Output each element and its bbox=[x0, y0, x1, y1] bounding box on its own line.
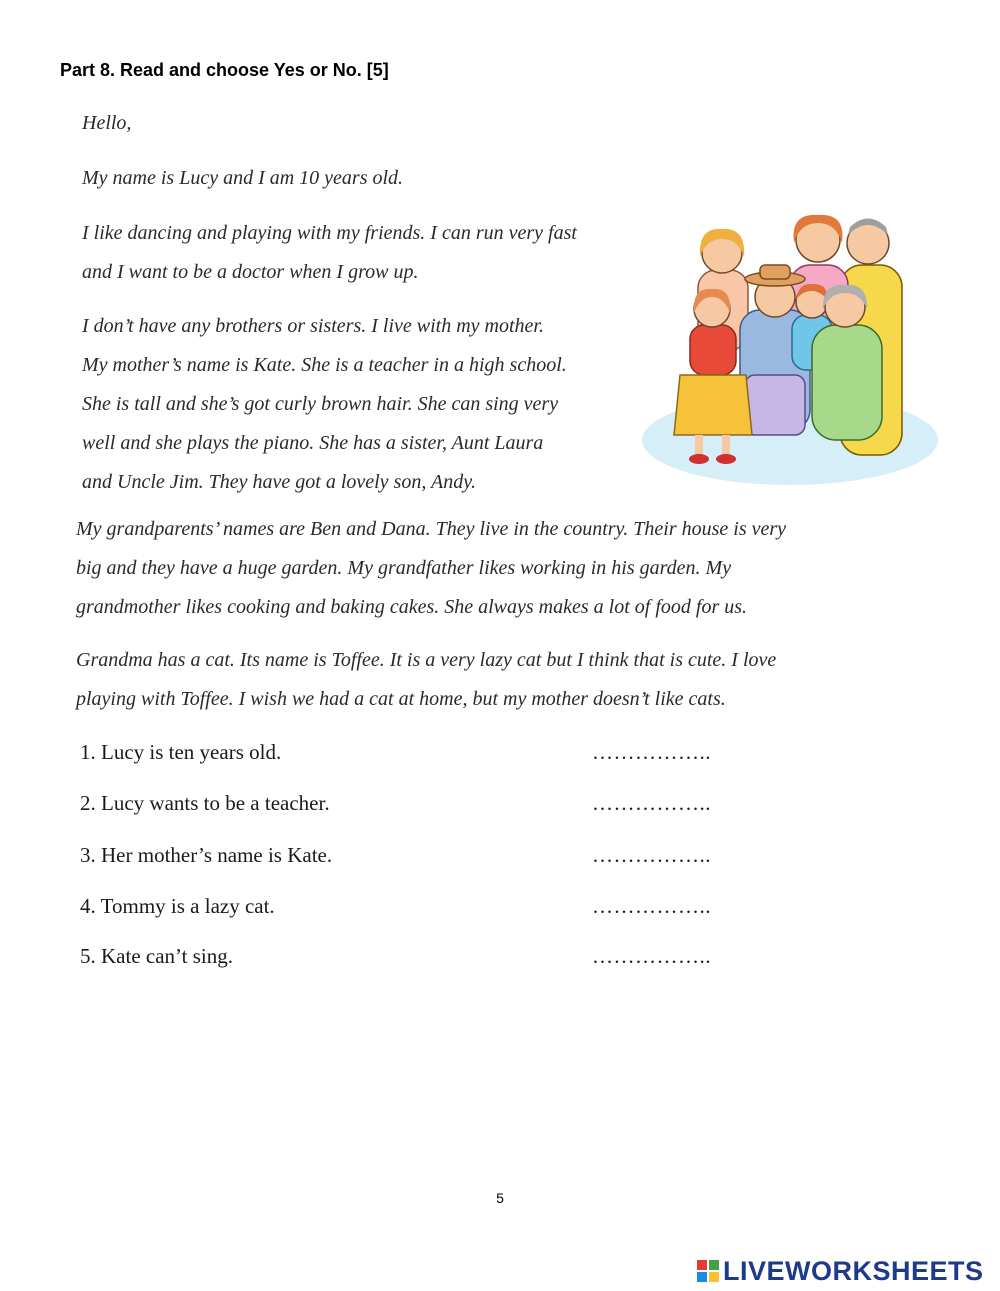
letter-line: She is tall and she’s got curly brown hair. She can sing very bbox=[82, 393, 559, 415]
logo-square bbox=[709, 1260, 719, 1270]
question-5-text: 5. Kate can’t sing. bbox=[80, 944, 233, 968]
letter-line: Grandma has a cat. Its name is Toffee. It is a very lazy cat but I think that is cute. I love bbox=[76, 649, 777, 671]
question-5-answer-field[interactable]: …………….. bbox=[592, 944, 711, 968]
logo-mark-icon bbox=[697, 1260, 719, 1282]
logo-square bbox=[697, 1272, 707, 1282]
letter-line: and I want to be a doctor when I grow up. bbox=[82, 261, 419, 283]
question-3-text: 3. Her mother’s name is Kate. bbox=[80, 843, 333, 867]
liveworksheets-logo bbox=[697, 1255, 984, 1287]
logo-square bbox=[697, 1260, 707, 1270]
letter-paragraph-4 bbox=[76, 510, 786, 627]
letter-line: I don’t have any brothers or sisters. I live with my mother. bbox=[82, 315, 544, 337]
letter-line: well and she plays the piano. She has a sister, Aunt Laura bbox=[82, 432, 544, 454]
letter-line: My mother’s name is Kate. She is a teacher in a high school. bbox=[82, 354, 567, 376]
logo-square bbox=[709, 1272, 719, 1282]
question-4-text: 4. Tommy is a lazy cat. bbox=[80, 894, 275, 918]
question-1-answer-field[interactable]: …………….. bbox=[592, 740, 711, 764]
page-number: 5 bbox=[496, 1190, 504, 1206]
letter-line: and Uncle Jim. They have got a lovely son, Andy. bbox=[82, 471, 476, 493]
question-2-answer-field[interactable]: …………….. bbox=[592, 791, 711, 815]
brand-name: LIVEWORKSHEETS bbox=[723, 1255, 984, 1286]
question-3-answer-field[interactable]: …………….. bbox=[592, 843, 711, 867]
letter-paragraph-2 bbox=[82, 214, 577, 292]
family-illustration-icon bbox=[640, 205, 940, 495]
letter-line: I like dancing and playing with my friends. I can run very fast bbox=[82, 222, 577, 244]
letter-line: playing with Toffee. I wish we had a cat at home, but my mother doesn’t like cats. bbox=[76, 688, 726, 710]
letter-line: big and they have a huge garden. My grandfather likes working in his garden. My bbox=[76, 557, 732, 579]
question-1-text: 1. Lucy is ten years old. bbox=[80, 740, 282, 764]
letter-paragraph-3 bbox=[82, 307, 567, 502]
letter-paragraph-5 bbox=[76, 641, 776, 719]
question-4-answer-field[interactable]: …………….. bbox=[592, 894, 711, 918]
letter-paragraph-1: My name is Lucy and I am 10 years old. bbox=[82, 167, 404, 189]
question-2-text: 2. Lucy wants to be a teacher. bbox=[80, 791, 330, 815]
letter-greeting: Hello, bbox=[82, 112, 132, 134]
letter-line: grandmother likes cooking and baking cakes. She always makes a lot of food for us. bbox=[76, 596, 748, 618]
letter-line: My grandparents’ names are Ben and Dana. They live in the country. Their house is very bbox=[76, 518, 787, 540]
section-heading: Part 8. Read and choose Yes or No. [5] bbox=[60, 60, 389, 80]
